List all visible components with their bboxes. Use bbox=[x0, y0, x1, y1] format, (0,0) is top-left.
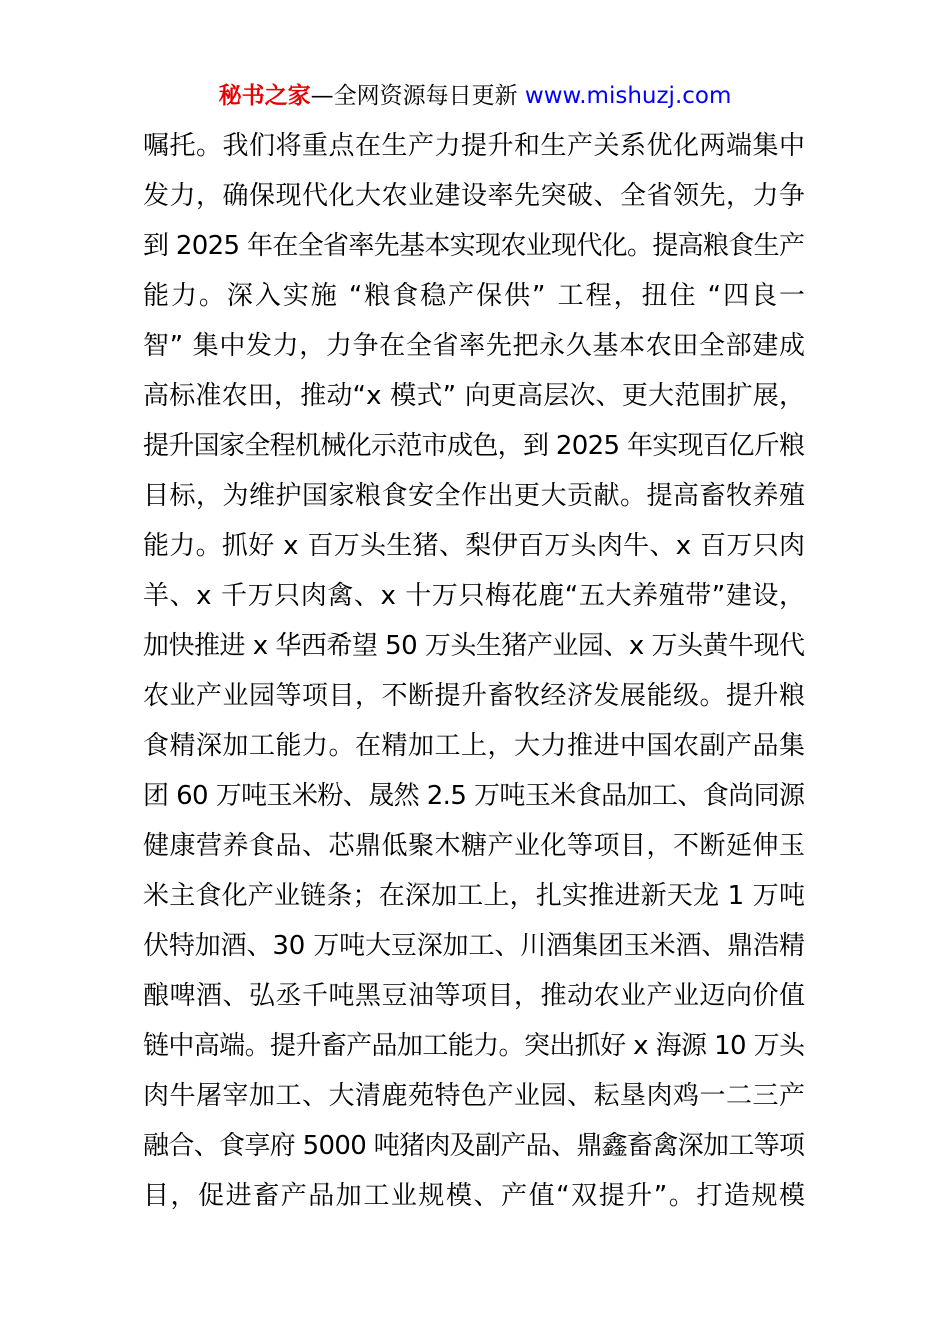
page-header bbox=[0, 80, 950, 112]
body-line: 高标准农田，推动“x 模式” 向更高层次、更大范围扩展， bbox=[143, 381, 806, 411]
site-url-link[interactable]: www.mishuzj.com bbox=[524, 83, 732, 109]
body-line: 到 2025 年在全省率先基本实现农业现代化。提高粮食生产 bbox=[143, 231, 805, 261]
body-line: 团 60 万吨玉米粉、晟然 2.5 万吨玉米食品加工、食尚同源 bbox=[143, 781, 805, 811]
body-line: 肉牛屠宰加工、大清鹿苑特色产业园、耘垦肉鸡一二三产 bbox=[143, 1081, 806, 1111]
header-tagline: —全网资源每日更新 bbox=[310, 83, 525, 109]
body-line: 能力。深入实施 “粮食稳产保供” 工程，扭住 “四良一 bbox=[143, 281, 807, 311]
body-line: 智” 集中发力，力争在全省率先把永久基本农田全部建成 bbox=[143, 331, 806, 361]
document-body bbox=[143, 121, 823, 1221]
body-line: 能力。抓好 x 百万头生猪、梨伊百万头肉牛、x 百万只肉 bbox=[143, 531, 806, 561]
body-line: 健康营养食品、芯鼎低聚木糖产业化等项目，不断延伸玉 bbox=[143, 831, 806, 861]
body-line: 目标，为维护国家粮食安全作出更大贡献。提高畜牧养殖 bbox=[143, 481, 806, 511]
body-line: 链中高端。提升畜产品加工能力。突出抓好 x 海源 10 万头 bbox=[143, 1031, 805, 1061]
body-line: 伏特加酒、30 万吨大豆深加工、川酒集团玉米酒、鼎浩精 bbox=[143, 931, 805, 961]
body-line: 食精深加工能力。在精加工上，大力推进中国农副产品集 bbox=[143, 731, 806, 761]
body-line: 米主食化产业链条；在深加工上，扎实推进新天龙 1 万吨 bbox=[143, 881, 806, 911]
body-line: 农业产业园等项目，不断提升畜牧经济发展能级。提升粮 bbox=[143, 681, 806, 711]
brand-name: 秘书之家 bbox=[218, 83, 311, 109]
body-line: 酿啤酒、弘丞千吨黑豆油等项目，推动农业产业迈向价值 bbox=[143, 981, 806, 1011]
body-line: 目，促进畜产品加工业规模、产值“双提升”。打造规模 bbox=[143, 1181, 807, 1211]
body-line: 发力，确保现代化大农业建设率先突破、全省领先，力争 bbox=[143, 181, 806, 211]
body-line: 融合、食享府 5000 吨猪肉及副产品、鼎鑫畜禽深加工等项 bbox=[143, 1131, 805, 1161]
body-line: 加快推进 x 华西希望 50 万头生猪产业园、x 万头黄牛现代 bbox=[143, 631, 805, 661]
body-line: 羊、x 千万只肉禽、x 十万只梅花鹿“五大养殖带”建设， bbox=[143, 581, 806, 611]
body-line: 提升国家全程机械化示范市成色，到 2025 年实现百亿斤粮 bbox=[143, 431, 805, 461]
body-line: 嘱托。我们将重点在生产力提升和生产关系优化两端集中 bbox=[143, 131, 806, 161]
